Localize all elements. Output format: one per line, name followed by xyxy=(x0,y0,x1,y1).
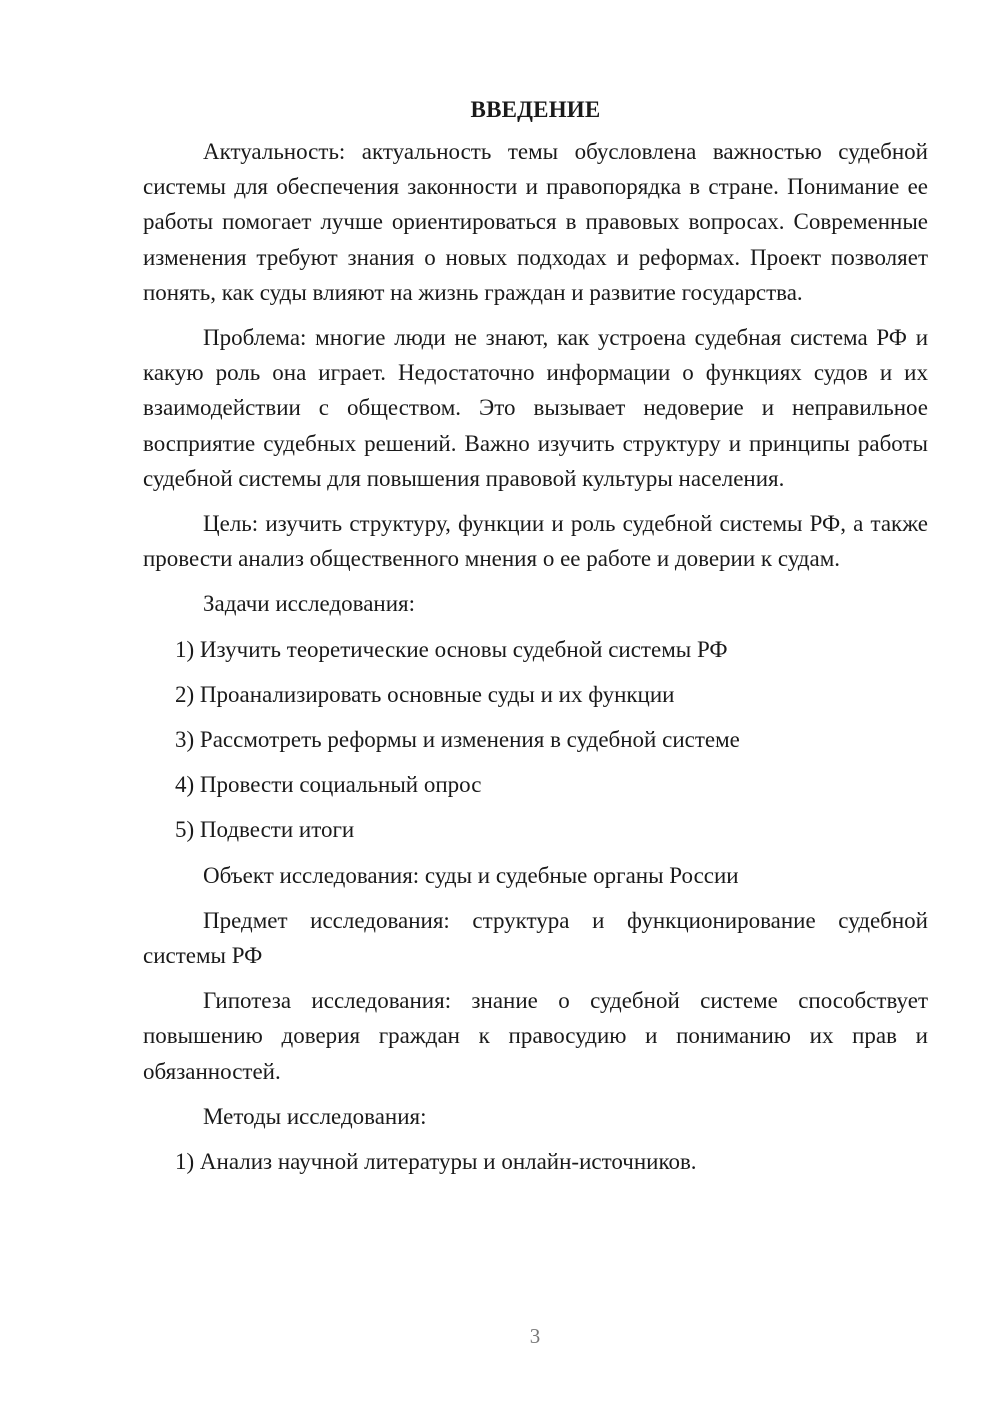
task-item: 4) Провести социальный опрос xyxy=(175,772,482,798)
relevance-paragraph: Актуальность: актуальность темы обусловлена важностью судебной системы для обеспечения законности и правопорядка в стране. Понимание ее работы помогает лучше ориентироваться в правовых вопросах. Современные изменения требуют знания о новых подходах и реформах. Проект позволяет понять, как суды влияют на жизнь граждан и развитие государства. xyxy=(143,139,928,305)
task-item: 1) Изучить теоретические основы судебной системы РФ xyxy=(175,636,728,662)
methods-heading: Методы исследования: xyxy=(203,1103,427,1129)
task-item: 2) Проанализировать основные суды и их функции xyxy=(175,681,675,707)
method-item: 1) Анализ научной литературы и онлайн-источников. xyxy=(175,1149,697,1175)
section-title: ВВЕДЕНИЕ xyxy=(470,97,601,122)
methods-list xyxy=(143,1144,928,1179)
problem-paragraph: Проблема: многие люди не знают, как устроена судебная система РФ и какую роль она играет. Недостаточно информации о функциях судов и их взаимодействии с обществом. Это вызывает недоверие и неправильное восприятие судебных решений. Важно изучить структуру и принципы работы судебной системы для повышения правовой культуры населения. xyxy=(143,325,928,491)
task-item: 3) Рассмотреть реформы и изменения в судебной системе xyxy=(175,727,740,753)
object-paragraph: Объект исследования: суды и судебные органы России xyxy=(203,862,739,888)
hypothesis-paragraph: Гипотеза исследования: знание о судебной системе способствует повышению доверия граждан к правосудию и пониманию их прав и обязанностей. xyxy=(143,988,928,1084)
tasks-heading: Задачи исследования: xyxy=(203,591,416,617)
task-item: 5) Подвести итоги xyxy=(175,817,355,843)
goal-paragraph: Цель: изучить структуру, функции и роль судебной системы РФ, а также провести анализ общественного мнения о ее работе и доверии к судам. xyxy=(143,511,928,572)
tasks-list xyxy=(143,632,928,848)
page-number: 3 xyxy=(529,1324,541,1348)
document-page xyxy=(143,92,928,1189)
subject-paragraph: Предмет исследования: структура и функционирование судебной системы РФ xyxy=(143,907,928,969)
